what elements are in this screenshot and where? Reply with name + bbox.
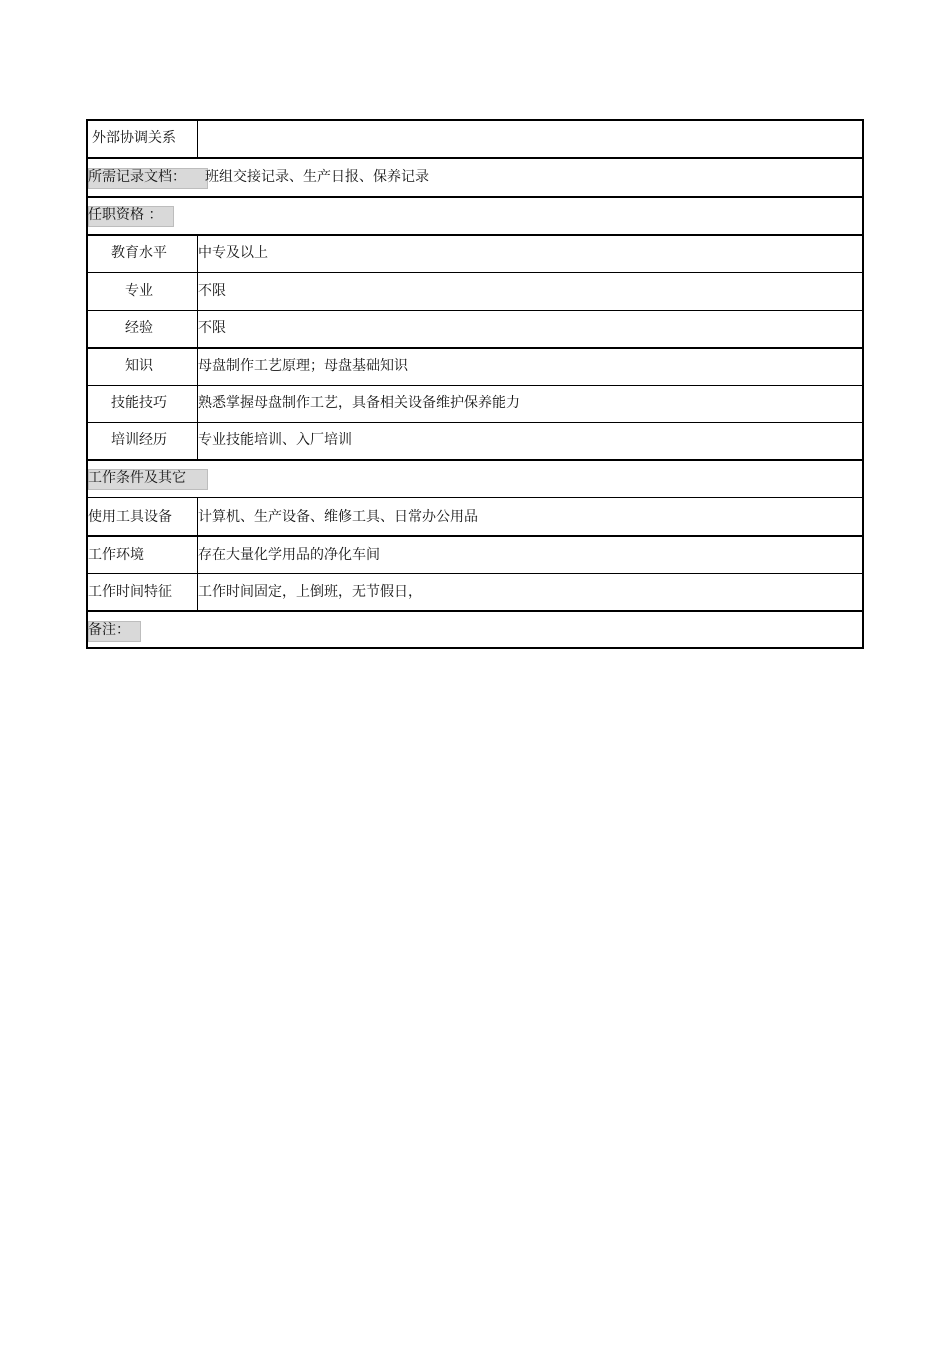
row-divider <box>88 310 862 311</box>
knowledge-label: 知识 <box>125 358 153 374</box>
qualifications-heading: 任职资格 ： <box>88 207 163 223</box>
tools-value: 计算机、生产设备、维修工具、日常办公用品 <box>198 509 478 525</box>
column-divider <box>197 121 198 158</box>
row-divider <box>88 610 862 612</box>
environment-value: 存在大量化学用品的净化车间 <box>198 547 380 563</box>
remarks-label: 备注： <box>88 622 130 638</box>
row-divider <box>88 272 862 273</box>
row-divider <box>88 573 862 574</box>
row-divider <box>88 422 862 423</box>
external-coordination-label: 外部协调关系 <box>92 130 176 146</box>
skills-label: 技能技巧 <box>111 395 167 411</box>
row-divider <box>88 157 862 159</box>
experience-label: 经验 <box>125 320 153 336</box>
work-conditions-heading: 工作条件及其它 <box>88 470 186 486</box>
education-value: 中专及以上 <box>198 245 268 261</box>
tools-label: 使用工具设备 <box>88 509 172 525</box>
skills-value: 熟悉掌握母盘制作工艺，具备相关设备维护保养能力 <box>198 395 520 411</box>
required-records-value: 班组交接记录、生产日报、保养记录 <box>205 169 429 185</box>
work-time-value: 工作时间固定，上倒班，无节假日， <box>198 584 422 600</box>
row-divider <box>88 234 862 236</box>
experience-value: 不限 <box>198 320 226 336</box>
row-divider <box>88 459 862 461</box>
education-label: 教育水平 <box>111 245 167 261</box>
major-value: 不限 <box>198 283 226 299</box>
row-divider <box>88 347 862 349</box>
training-value: 专业技能培训、入厂培训 <box>198 432 352 448</box>
row-divider <box>88 196 862 198</box>
training-label: 培训经历 <box>111 432 167 448</box>
row-divider <box>88 385 862 386</box>
row-divider <box>88 497 862 498</box>
knowledge-value: 母盘制作工艺原理；母盘基础知识 <box>198 358 408 374</box>
work-time-label: 工作时间特征 <box>88 584 172 600</box>
row-divider <box>88 535 862 537</box>
major-label: 专业 <box>125 283 153 299</box>
job-description-table <box>86 119 864 649</box>
required-records-label: 所需记录文档： <box>88 169 186 185</box>
environment-label: 工作环境 <box>88 547 144 563</box>
